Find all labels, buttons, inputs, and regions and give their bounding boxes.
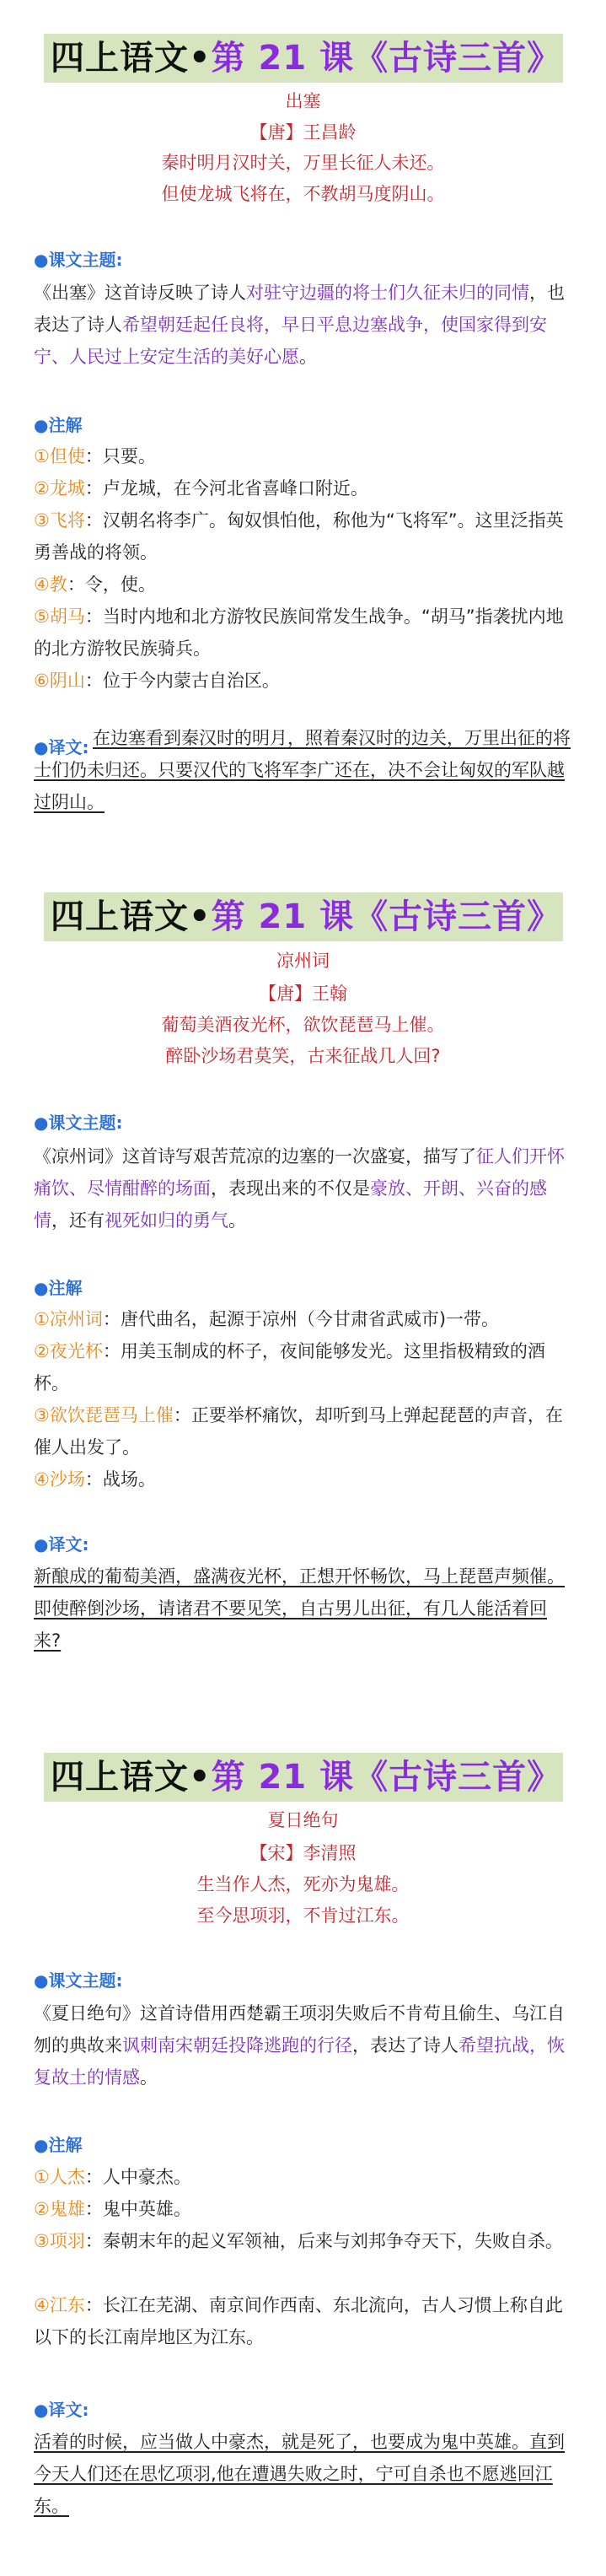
translation-heading: ●译文:	[34, 737, 89, 757]
note-item: ④教：令，使。	[34, 574, 156, 595]
note-item: ⑤胡马：当时内地和北方游牧民族间常发生战争。“胡马”指袭扰内地的北方游牧民族骑兵。	[34, 606, 564, 659]
poem-line: 生当作人杰，死亦为鬼雄。	[196, 1874, 410, 1894]
translation-text: 新酿成的葡萄美酒，盛满夜光杯，正想开怀畅饮，马上琵琶声频催。即使醉倒沙场，请诸君不要见笑，自古男儿出征，有几人能活着回来?	[34, 1566, 565, 1651]
poem-line: 至今思项羽，不肯过江东。	[196, 1905, 410, 1926]
translation-heading: ●译文:	[34, 1534, 89, 1555]
theme-heading: ●课文主题:	[34, 1113, 123, 1133]
translation-text: 在边塞看到秦汉时的明月，照着秦汉时的边关，万里出征的将士们仍未归还。只要汉代的飞将军李广还在，决不会让匈奴的军队越过阴山。	[34, 728, 571, 812]
note-item: ②鬼雄：鬼中英雄。	[34, 2199, 191, 2219]
theme-heading: ●课文主题:	[34, 1970, 123, 1991]
theme-paragraph: 《夏日绝句》这首诗借用西楚霸王项羽失败后不肯苟且偷生、乌江自刎的典故来讽刺南宋朝廷投降逃跑的行径，表达了诗人希望抗战，恢复故土的情感。	[34, 2003, 565, 2088]
note-item: ④沙场：战场。	[34, 1469, 156, 1490]
note-item: ④江东：长江在芜湖、南京间作西南、东北流向，古人习惯上称自此以下的长江南岸地区为江东。	[34, 2295, 563, 2347]
lesson-banner	[44, 34, 563, 83]
banner-title	[51, 1758, 561, 1797]
note-item: ⑥阴山：位于今内蒙古自治区。	[34, 671, 280, 691]
poem-line: 但使龙城飞将在，不教胡马度阴山。	[161, 184, 445, 204]
poem-author: 王翰	[312, 984, 347, 1004]
note-item: ②夜光杯：用美玉制成的杯子，夜间能够发光。这里指极精致的酒杯。	[34, 1341, 545, 1393]
poem-title: 出塞	[285, 91, 321, 111]
poem-author-line	[0, 982, 606, 1005]
note-item: ①但使：只要。	[34, 446, 156, 466]
banner-lesson: 第 21 课《古诗三首》	[211, 1758, 562, 1797]
poem-line: 葡萄美酒夜光杯，欲饮琵琶马上催。	[161, 1015, 445, 1035]
notes-heading: ●注解	[34, 1278, 83, 1298]
note-item: ①凉州词：唐代曲名，起源于凉州（今甘肃省武威市)一带。	[34, 1309, 500, 1329]
note-item: ③飞将：汉朝名将李广。匈奴惧怕他，称他为“飞将军”。这里泛指英勇善战的将领。	[34, 510, 564, 563]
translation-text: 活着的时候，应当做人中豪杰，就是死了，也要成为鬼中英雄。直到今天人们还在思忆项羽,他在遭遇失败之时，宁可自杀也不愿逃回江东。	[34, 2432, 565, 2516]
notes-heading: ●注解	[34, 2135, 83, 2155]
theme-paragraph: 《出塞》这首诗反映了诗人对驻守边疆的将士们久征未归的同情，也表达了诗人希望朝廷起任良将，早日平息边塞战争，使国家得到安宁、人民过上安定生活的美好心愿。	[34, 283, 565, 367]
banner-subject: 四上语文•	[51, 39, 212, 78]
lesson-banner	[44, 1753, 563, 1802]
note-item: ③欲饮琵琶马上催：正要举杯痛饮，却听到马上弹起琵琶的声音，在催人出发了。	[34, 1405, 563, 1458]
poem-line: 醉卧沙场君莫笑，古来征战几人回?	[165, 1046, 441, 1066]
poem-title: 夏日绝句	[267, 1810, 339, 1830]
lesson-banner	[44, 892, 563, 941]
theme-paragraph: 《凉州词》这首诗写艰苦荒凉的边塞的一次盛宴，描写了征人们开怀痛饮、尽情酣醉的场面，表现出来的不仅是豪放、开朗、兴奋的感情，还有视死如归的勇气。	[34, 1146, 565, 1231]
translation-heading: ●译文:	[34, 2400, 89, 2420]
theme-heading: ●课文主题:	[34, 250, 123, 270]
poem-dynasty: 【唐】	[259, 984, 312, 1004]
poem-author-line	[0, 1841, 606, 1865]
poem-dynasty: 【唐】	[249, 122, 303, 143]
note-item: ③项羽：秦朝末年的起义军领袖，后来与刘邦争夺天下，失败自杀。	[34, 2231, 563, 2251]
banner-subject: 四上语文•	[51, 1758, 212, 1797]
notes-heading: ●注解	[34, 415, 83, 435]
banner-subject: 四上语文•	[51, 897, 212, 936]
banner-lesson: 第 21 课《古诗三首》	[211, 897, 562, 936]
banner-title	[51, 897, 561, 936]
poem-author: 李清照	[303, 1843, 357, 1863]
poem-author-line	[0, 121, 606, 144]
poem-line: 秦时明月汉时关，万里长征人未还。	[161, 153, 445, 173]
note-item: ②龙城：卢龙城，在今河北省喜峰口附近。	[34, 478, 368, 498]
poem-dynasty: 【宋】	[249, 1843, 303, 1863]
note-item: ①人杰：人中豪杰。	[34, 2167, 191, 2187]
poem-title: 凉州词	[276, 951, 330, 971]
banner-lesson: 第 21 课《古诗三首》	[211, 39, 562, 78]
banner-title	[51, 39, 561, 78]
poem-author: 王昌龄	[303, 122, 357, 143]
